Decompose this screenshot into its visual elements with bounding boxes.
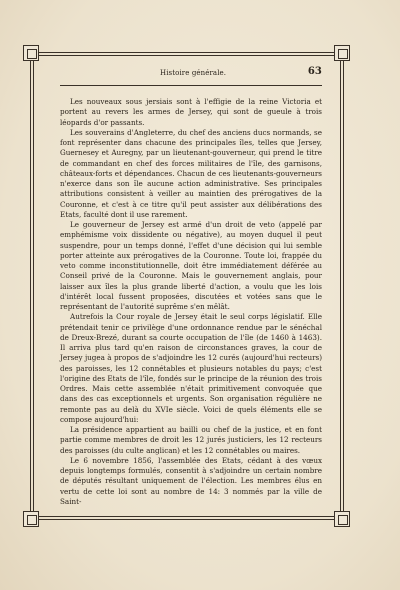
body-text <box>60 97 322 507</box>
paragraph: Le 6 novembre 1856, l'assemblée des Etats, cédant à des vœux depuis longtemps formulés, consentit à s'adjoindre un certain nombre de députés résultant uniquement de l'élection. Les membres élus en vertu de cette loi sont au nombre de 14: 3 nommés par la ville de Saint- <box>60 455 322 506</box>
paragraph: La présidence appartient au bailli ou chef de la justice, et en font partie comme membres de droit les 12 jurés justiciers, les 12 recteurs des paroisses (du culte anglican) et les 12 connétables ou maires. <box>60 425 322 455</box>
paragraph: Autrefois la Cour royale de Jersey était le seul corps législatif. Elle prétendait tenir ce privilège d'une ordonnance rendue par le sénéchal de Dreux-Brezé, durant sa courte occupation de l'île (de 1460 à 1463). Il arriva plus tard qu'en raison de circonstances graves, la cour de Jersey jugea à propos de s'adjoindre les 12 curés (aujourd'hui recteurs) des paroisses, les 12 connétables et plusieurs notables du pays; c'est l'origine des Etats de l'île, fondés sur le principe de la réunion des trois Ordres. Mais cette assemblée n'était primitivement convoquée que dans des cas exceptionnels et urgents. Son organisation régulière ne remonte pas au delà du XVIe siècle. Voici de quels éléments elle se compose aujourd'hui: <box>60 312 322 424</box>
running-head: Histoire générale. <box>160 69 227 77</box>
paragraph: Le gouverneur de Jersey est armé d'un droit de veto (appelé par emphémisme voix dissidente ou négative), au moyen duquel il peut suspendre, pour un temps donné, l'effet d'une décision qui lui semble porter atteinte aux prérogatives de la Couronne. Toute loi, frappée du veto comme inconstitutionnelle, doit être immédiatement déférée au Conseil privé de la Couronne. Mais le gouvernement anglais, pour laisser aux îles la plus grande liberté d'action, a voulu que les lois d'intérêt local fussent proposées, discutées et votées sans que le représentant de l'autorité suprême s'en mêlât. <box>60 220 322 311</box>
corner-ornament-bottom-right <box>334 511 350 527</box>
paragraph: Les souverains d'Angleterre, du chef des anciens ducs normands, se font représenter dans chacune des principales îles, telles que Jersey, Guernesey et Auregny, par un lieutenant-gouverneur, qui prend le titre de commandant en chef des forces militaires de l'île, des garnisons, châteaux-forts et dépendances. Chacun de ces lieutenants-gouverneurs n'exerce dans son île aucune action administrative. Ses principales attributions consistent à veiller au maintien des prérogatives de la Couronne, et c'est à ce titre qu'il peut assister aux délibérations des Etats, faculté dont il use rarement. <box>60 127 322 219</box>
paragraph: Les nouveaux sous jersiais sont à l'effigie de la reine Victoria et portent au revers les armes de Jersey, qui sont de gueule à trois léopards d'or passants. <box>60 97 322 127</box>
corner-ornament-bottom-left <box>23 511 39 527</box>
corner-ornament-top-left <box>23 45 39 61</box>
page-number: 63 <box>307 66 322 77</box>
corner-ornament-top-right <box>334 45 350 61</box>
page-header <box>60 66 322 80</box>
header-rule <box>60 85 322 86</box>
